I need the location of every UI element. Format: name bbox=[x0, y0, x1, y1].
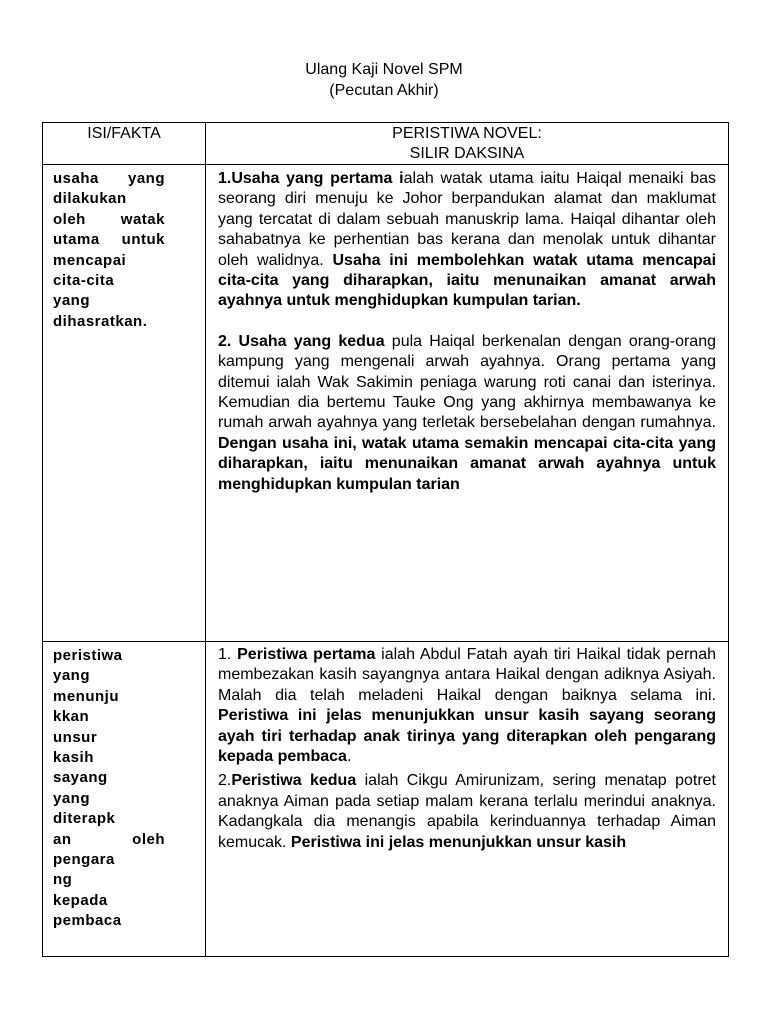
fact-cell-peristiwa bbox=[43, 642, 206, 957]
lead-text: 2. Usaha yang kedua bbox=[218, 332, 385, 350]
fact-line: unsur bbox=[53, 728, 98, 746]
paragraph-peristiwa-2 bbox=[218, 771, 716, 853]
fact-line: oleh watak bbox=[53, 210, 165, 228]
event-cell-peristiwa bbox=[206, 642, 729, 957]
column-header-line2: SILIR DAKSINA bbox=[409, 145, 525, 162]
conclusion-text: Dengan usaha ini, watak utama semakin mencapai cita-cita yang diharapkan, iaitu menunaikan amanat arwah ayahnya untuk menghidupkan kumpulan tarian bbox=[218, 434, 716, 493]
fact-line: menunju bbox=[53, 687, 119, 705]
fact-cell-usaha bbox=[43, 165, 206, 642]
fact-line: kkan bbox=[53, 708, 90, 726]
fact-line: pembaca bbox=[53, 912, 122, 930]
fact-line: kasih bbox=[53, 749, 94, 767]
fact-line: sayang bbox=[53, 769, 108, 787]
fact-line: utama untuk bbox=[53, 231, 165, 249]
lead-text: 1.Usaha yang pertama i bbox=[218, 170, 404, 187]
body-text: alah watak utama iaitu Haiqal menaiki bas seorang diri menuju ke Johor berpandukan alamat dan maklumat yang tercatat di dalam sebuah manuskrip lama. Haiqal dihantar oleh sahabatnya ke perhentian bas kerana dan menolak untuk dihantar oleh walidnya. bbox=[218, 170, 717, 269]
fact-line: dilakukan bbox=[53, 190, 127, 208]
column-header-peristiwa bbox=[206, 123, 729, 165]
event-cell-usaha bbox=[206, 165, 729, 642]
conclusion-text: Usaha ini membolehkan watak utama mencapai cita-cita yang diharapkan, iaitu menunaikan amanat arwah ayahnya untuk menghidupkan kumpulan tarian. bbox=[218, 251, 717, 310]
column-header-isi-fakta: ISI/FAKTA bbox=[43, 123, 206, 165]
fact-line: cita-cita bbox=[53, 272, 115, 290]
column-header-line1: PERISTIWA NOVEL: bbox=[392, 125, 542, 142]
conclusion-text: Peristiwa ini jelas menunjukkan unsur kasih bbox=[290, 833, 627, 851]
table-row bbox=[43, 165, 729, 642]
fact-line: an oleh bbox=[53, 830, 165, 848]
page-subtitle: (Pecutan Akhir) bbox=[329, 82, 439, 99]
paragraph-peristiwa-1 bbox=[218, 645, 716, 767]
fact-line: yang bbox=[53, 667, 91, 685]
fact-line: yang bbox=[53, 789, 91, 807]
paragraph-usaha-1 bbox=[218, 169, 716, 312]
paragraph-number: 1. bbox=[218, 646, 238, 663]
fact-line: pengara bbox=[53, 851, 115, 869]
lead-text: Peristiwa kedua bbox=[231, 772, 357, 790]
novel-table bbox=[42, 122, 729, 957]
fact-line: kepada bbox=[53, 891, 108, 909]
lead-text: Peristiwa pertama bbox=[237, 646, 376, 663]
paragraph-number: 2. bbox=[218, 772, 232, 790]
body-text: ialah Cikgu Amirunizam, sering menatap potret anaknya Aiman pada setiap malam kerana terlalu merindui anaknya. Kadangkala dia menangis apabila kerinduannya terhadap Aiman kemucak. bbox=[218, 772, 716, 851]
fact-line: ng bbox=[53, 871, 73, 889]
page-title: Ulang Kaji Novel SPM bbox=[305, 61, 463, 78]
fact-line: yang bbox=[53, 292, 91, 310]
period-text: . bbox=[346, 748, 352, 766]
fact-line: diterapk bbox=[53, 810, 116, 828]
fact-line: usaha yang bbox=[53, 170, 165, 187]
fact-line: dihasratkan. bbox=[53, 312, 148, 330]
fact-line: peristiwa bbox=[53, 647, 123, 664]
fact-line: mencapai bbox=[53, 251, 127, 269]
conclusion-text: Peristiwa ini jelas menunjukkan unsur kasih sayang seorang ayah tiri terhadap anak tirinya yang diterapkan oleh pengarang kepada pembaca bbox=[218, 707, 716, 766]
table-row bbox=[43, 642, 729, 957]
body-text: pula Haiqal berkenalan dengan orang-orang kampung yang mengenali arwah ayahnya. Orang pertama yang ditemui ialah Wak Sakimin peniaga warung roti canai dan isterinya. Kemudian dia bertemu Tauke Ong yang akhirnya membawanya ke rumah arwah ayahnya yang terletak bersebelahan dengan rumahnya. bbox=[218, 332, 716, 432]
table-header-row bbox=[43, 123, 729, 165]
paragraph-usaha-2 bbox=[218, 332, 716, 495]
body-text: ialah Abdul Fatah ayah tiri Haikal tidak pernah membezakan kasih sayangnya antara Haikal dengan adiknya Asiyah. Malah dia telah meladeni Haikal dengan baiknya selama ini. bbox=[218, 646, 716, 704]
